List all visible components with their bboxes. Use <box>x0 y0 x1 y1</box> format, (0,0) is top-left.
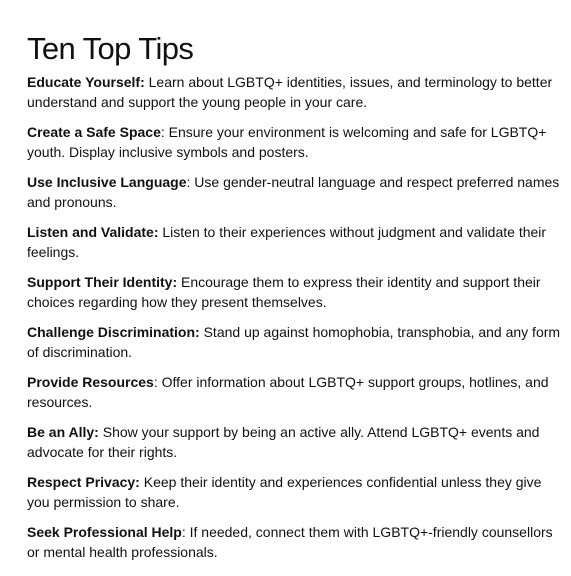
tip-text: : If needed, connect them with LGBTQ+-friendly counsellors or mental health professionals. <box>27 524 553 560</box>
tip-term: Provide Resources <box>27 374 154 390</box>
tip-item-be-an-ally <box>27 422 563 462</box>
tip-term: Listen and Validate: <box>27 224 159 240</box>
tip-term: Create a Safe Space <box>27 124 161 140</box>
tip-term: Seek Professional Help <box>27 524 182 540</box>
tip-text: Show your support by being an active ally. Attend LGBTQ+ events and advocate for their rights. <box>27 424 540 460</box>
tip-item-create-safe-space <box>27 122 563 162</box>
tip-item-provide-resources <box>27 372 563 412</box>
tip-text: Stand up against homophobia, transphobia, and any form of discrimination. <box>27 324 561 360</box>
tip-item-respect-privacy <box>27 472 563 512</box>
tip-text: : Use gender-neutral language and respect preferred names and pronouns. <box>27 174 560 210</box>
tip-item-inclusive-language <box>27 172 563 212</box>
tip-item-seek-professional-help <box>27 522 563 562</box>
document-page <box>27 30 563 572</box>
tip-text: : Ensure your environment is welcoming and safe for LGBTQ+ youth. Display inclusive symbols and posters. <box>27 124 547 160</box>
tip-item-support-identity <box>27 272 563 312</box>
tips-list <box>27 72 563 562</box>
page-title: Ten Top Tips <box>27 31 194 66</box>
tip-text: Encourage them to express their identity and support their choices regarding how they present themselves. <box>27 274 541 310</box>
tip-text: Keep their identity and experiences confidential unless they give you permission to share. <box>27 474 542 510</box>
tip-item-challenge-discrimination <box>27 322 563 362</box>
tip-term: Challenge Discrimination: <box>27 324 200 340</box>
tip-text: Listen to their experiences without judgment and validate their feelings. <box>27 224 547 260</box>
tip-term: Support Their Identity: <box>27 274 178 290</box>
tip-term: Be an Ally: <box>27 424 99 440</box>
tip-term: Use Inclusive Language <box>27 174 187 190</box>
tip-item-educate-yourself <box>27 72 563 112</box>
tip-text: : Offer information about LGBTQ+ support groups, hotlines, and resources. <box>27 374 549 410</box>
tip-term: Respect Privacy: <box>27 474 140 490</box>
tip-text: Learn about LGBTQ+ identities, issues, and terminology to better understand and support the young people in your care. <box>27 74 553 110</box>
tip-term: Educate Yourself: <box>27 74 145 90</box>
tip-item-listen-validate <box>27 222 563 262</box>
